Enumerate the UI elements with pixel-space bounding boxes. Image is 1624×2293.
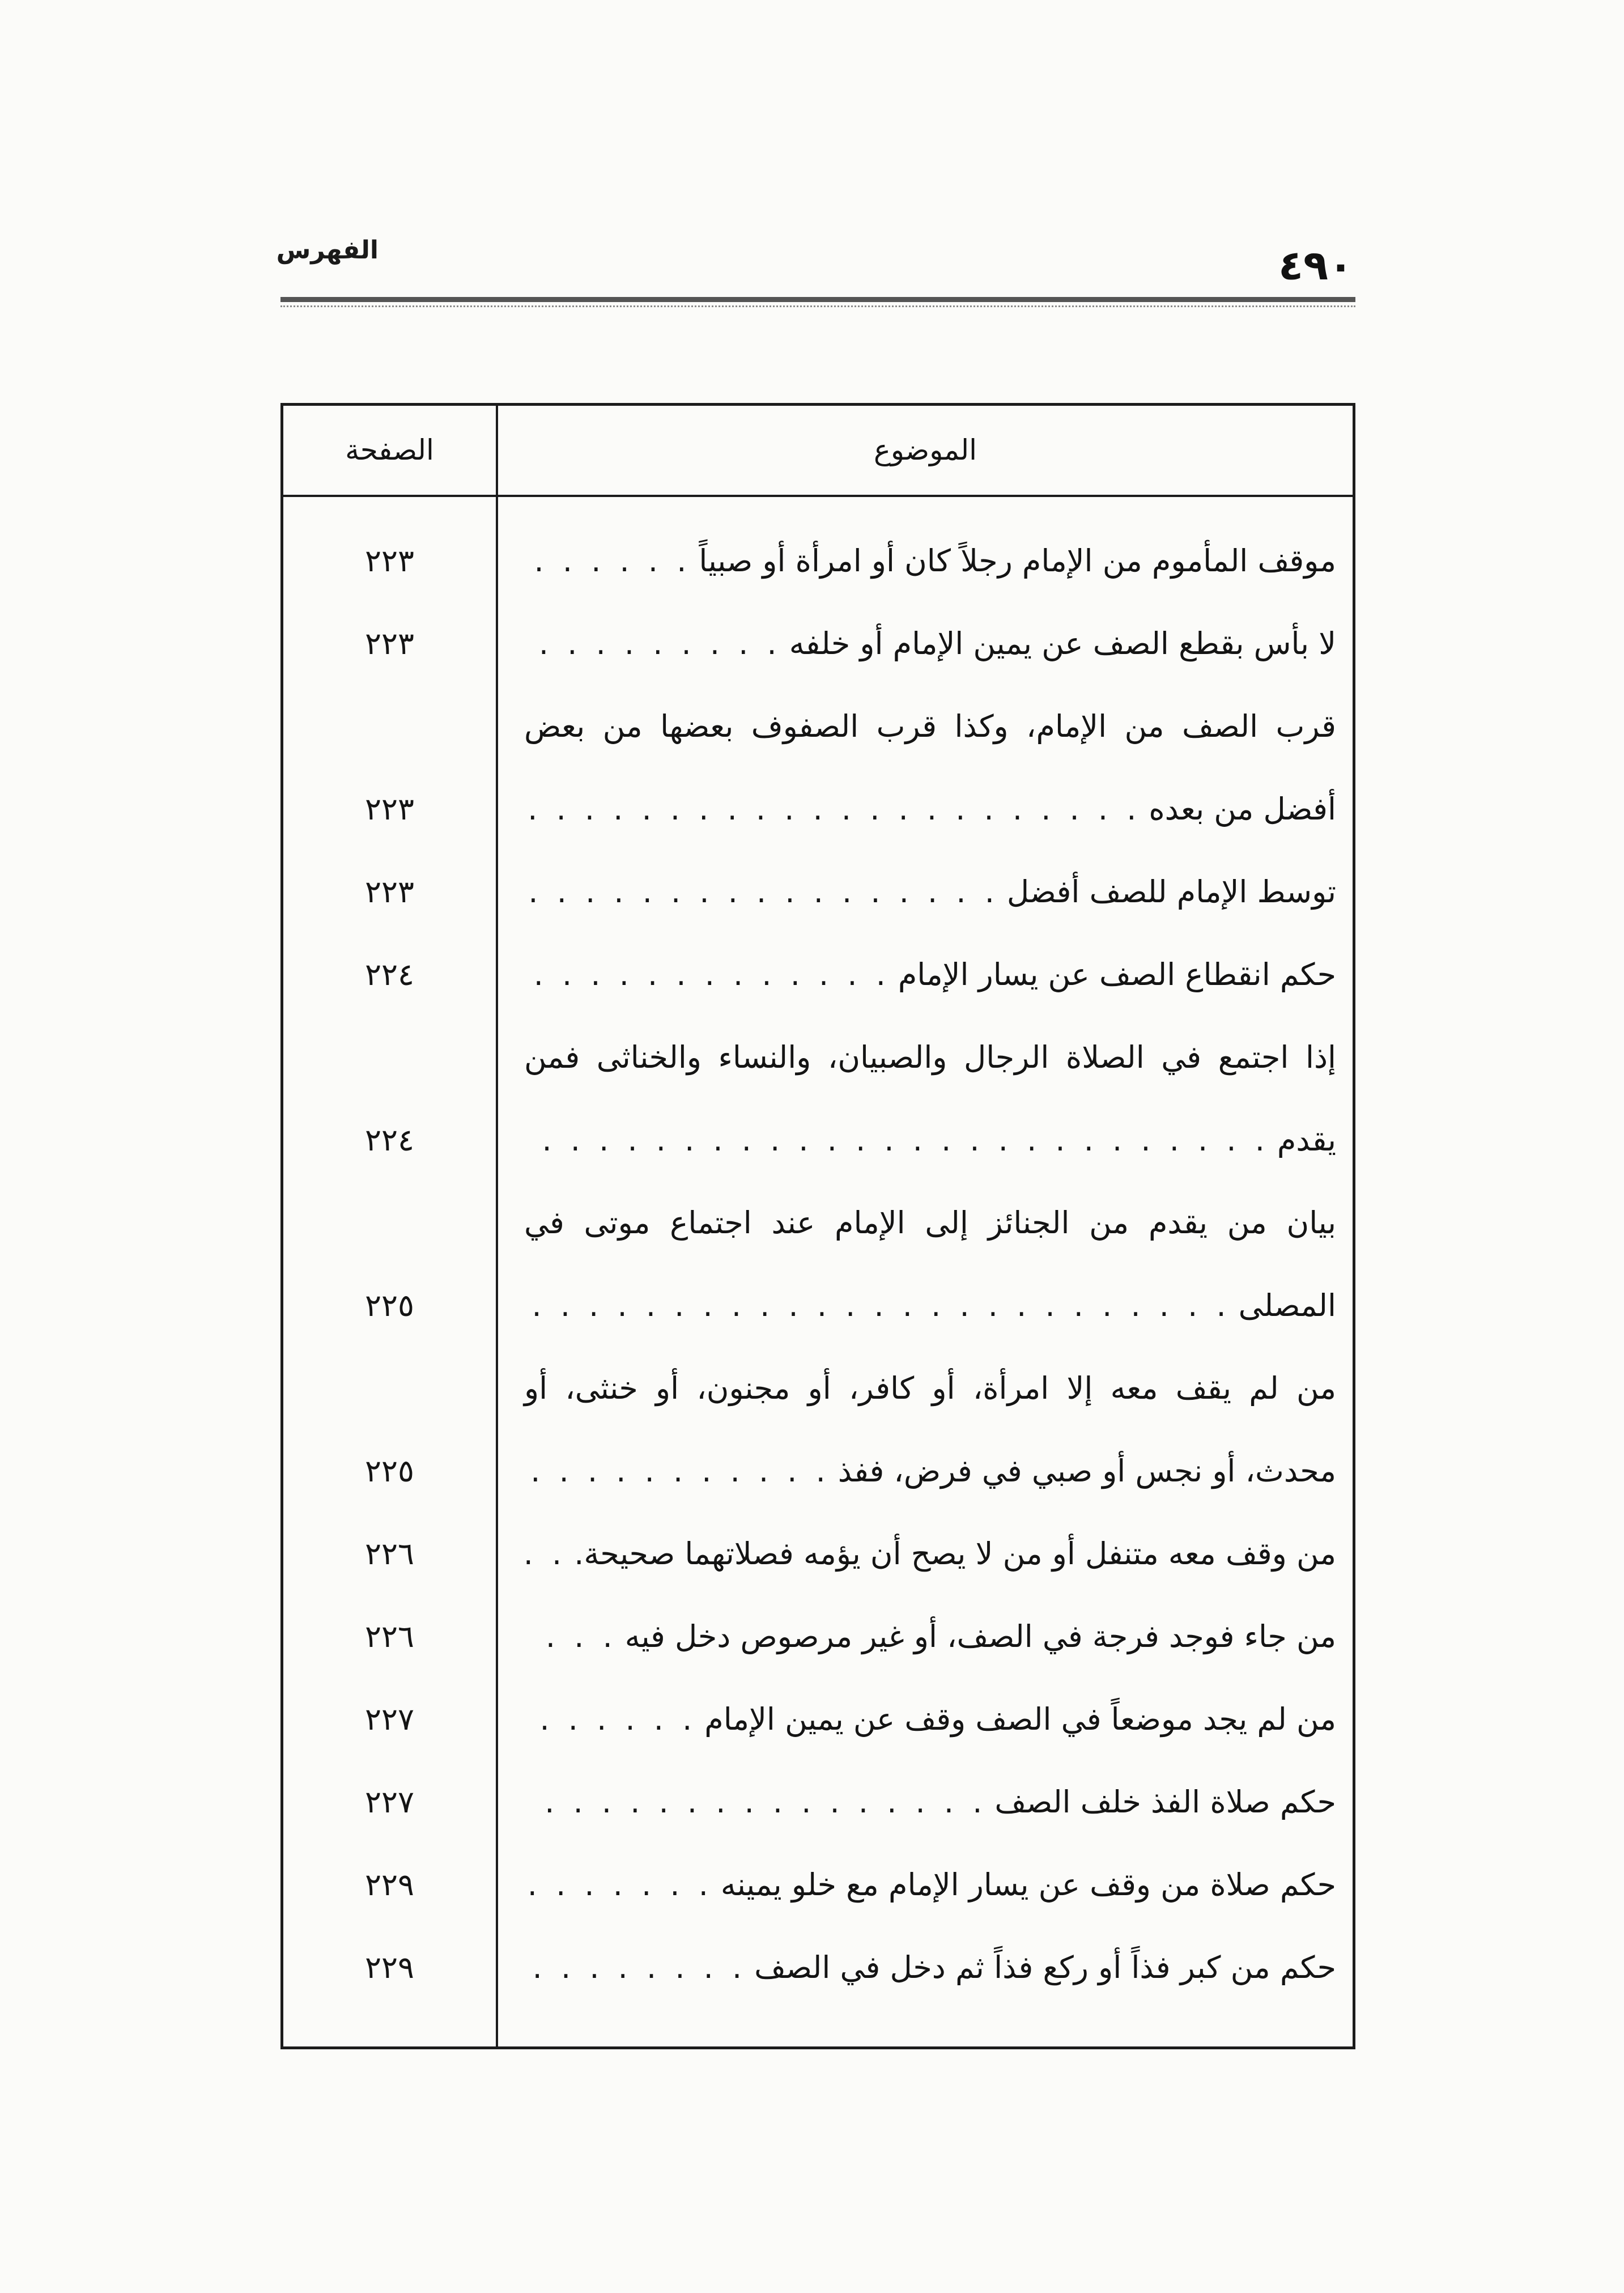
topic-text: توسط الإمام للصف أفضل [1006,874,1336,910]
dot-leader [524,1844,713,1926]
index-row [283,1678,1353,1761]
topic-cell [498,1926,1353,2009]
dot-leader [524,1761,987,1844]
index-row [283,1347,1353,1430]
dot-leader [524,520,691,602]
topic-cell [498,1678,1353,1761]
topic-text: يقدم [1277,1122,1336,1158]
page-reference [283,685,498,768]
topic-cell [498,1430,1353,1513]
section-title: الفهرس [276,236,379,265]
page-reference: ٢٢٣ [364,874,414,910]
topic-cell [498,1182,1353,1264]
index-row [283,520,1353,602]
dot-leader [524,933,890,1016]
index-row [283,1595,1353,1678]
topic-cell [498,1761,1353,1844]
page-reference: ٢٢٤ [364,1122,414,1158]
topic-text: إذا اجتمع في الصلاة الرجال والصبيان، والنساء والخناثى فمن [524,1039,1336,1075]
topic-text: لا بأس بقطع الصف عن يمين الإمام أو خلفه [789,626,1336,661]
topic-text: من لم يجد موضعاً في الصف وقف عن يمين الإمام [704,1701,1336,1737]
topic-cell [498,1347,1353,1430]
index-row [283,1844,1353,1926]
page-reference: ٢٢٩ [364,1950,414,1985]
topic-cell [498,1513,1353,1595]
topic-cell [498,1844,1353,1926]
page-reference: ٢٢٦ [364,1536,414,1572]
index-row [283,685,1353,768]
topic-cell [498,933,1353,1016]
index-row [283,933,1353,1016]
dot-leader [524,768,1141,851]
topic-text: من لم يقف معه إلا امرأة، أو كافر، أو مجنون، أو خنثى، أو [524,1370,1336,1406]
index-row [283,1099,1353,1182]
topic-cell [498,1099,1353,1182]
index-row [283,1264,1353,1347]
page-reference: ٢٢٦ [364,1619,414,1654]
dot-leader [524,1513,566,1595]
topic-text: من وقف معه متنفل أو من لا يصح أن يؤمه فصلاتهما صحيحة. [574,1536,1336,1572]
index-row [283,1761,1353,1844]
dot-leader [524,1430,830,1513]
topic-cell [498,1595,1353,1678]
page-reference: ٢٢٩ [364,1867,414,1903]
topic-cell [498,520,1353,602]
page-reference: ٢٢٧ [364,1784,414,1820]
page-number: ٤٩٠ [1278,241,1353,289]
page-reference: ٢٢٤ [364,957,414,992]
topic-text: أفضل من بعده [1149,791,1336,827]
header-rule [280,297,1355,307]
index-row [283,768,1353,851]
header-row-rule [283,495,1353,497]
dot-leader [524,602,781,685]
index-row [283,1926,1353,2009]
dot-leader [524,851,999,933]
index-row [283,851,1353,933]
index-row [283,1430,1353,1513]
topic-text: حكم صلاة من وقف عن يسار الإمام مع خلو يمينه [720,1867,1336,1903]
topic-text: حكم صلاة الفذ خلف الصف [994,1784,1336,1820]
index-row [283,1513,1353,1595]
page-reference [283,1016,498,1099]
topic-text: بيان من يقدم من الجنائز إلى الإمام عند اجتماع موتى في [524,1205,1336,1241]
page-reference: ٢٢٣ [364,543,414,579]
column-header-page: الصفحة [345,434,434,466]
topic-text: حكم انقطاع الصف عن يسار الإمام [898,957,1336,992]
page-reference: ٢٢٣ [364,791,414,827]
topic-text: المصلى [1238,1288,1336,1323]
page-reference: ٢٢٧ [364,1701,414,1737]
topic-text: قرب الصف من الإمام، وكذا قرب الصفوف بعضها من بعض [524,708,1336,744]
dot-leader [524,1264,1231,1347]
page-reference [283,1347,498,1430]
topic-text: محدث، أو نجس أو صبي في فرض، ففذ [837,1453,1336,1489]
page-reference: ٢٢٥ [364,1288,414,1323]
topic-text: موقف المأموم من الإمام رجلاً كان أو امرأة أو صبياً [699,543,1336,579]
topic-cell [498,851,1353,933]
dot-leader [524,1595,617,1678]
page-reference: ٢٢٣ [364,626,414,661]
index-row [283,602,1353,685]
topic-text: حكم من كبر فذاً أو ركع فذاً ثم دخل في الصف [754,1950,1336,1985]
topic-cell [498,1264,1353,1347]
index-table [280,403,1355,2049]
topic-text: من جاء فوجد فرجة في الصف، أو غير مرصوص دخل فيه [624,1619,1336,1654]
dot-leader [524,1099,1269,1182]
page-reference: ٢٢٥ [364,1453,414,1489]
dot-leader [524,1678,696,1761]
column-header-topic: الموضوع [874,434,977,466]
topic-cell [498,1016,1353,1099]
index-row [283,1182,1353,1264]
topic-cell [498,768,1353,851]
topic-cell [498,685,1353,768]
topic-cell [498,602,1353,685]
page-reference [283,1182,498,1264]
dot-leader [524,1926,746,2009]
index-row [283,1016,1353,1099]
